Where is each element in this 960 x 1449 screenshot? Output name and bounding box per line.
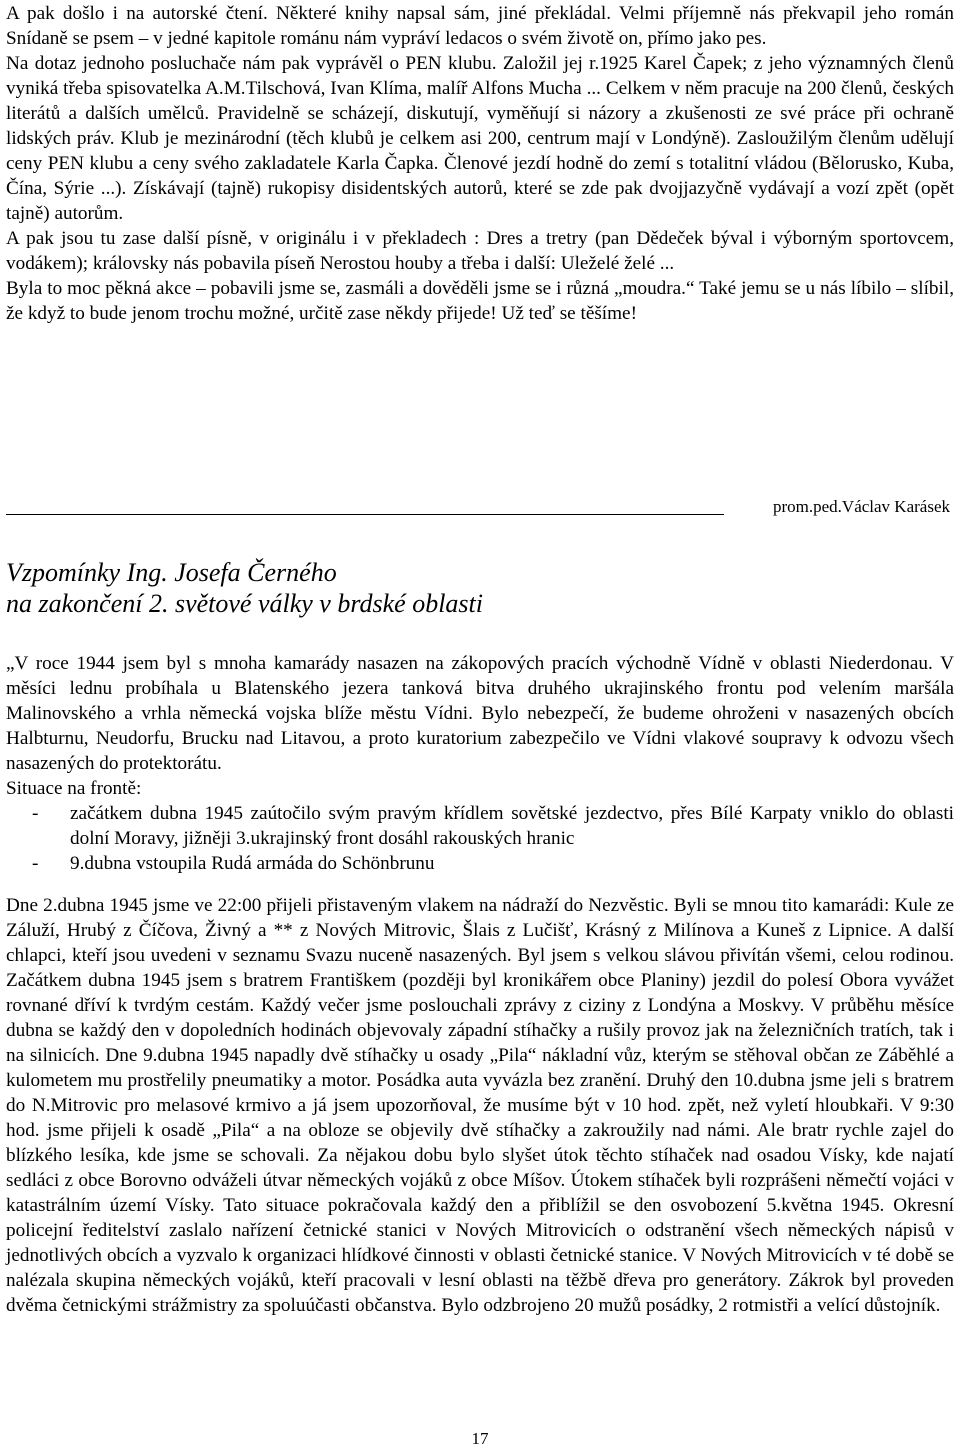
article-title bbox=[6, 557, 483, 619]
front-heading: Situace na frontě: bbox=[6, 778, 142, 799]
paragraph-songs: A pak jsou tu zase další písně, v originálu i v překladech : Dres a tretry (pan Dědeček býval i výborným sportovcem, vodákem); královsky nás pobavila píseň Nerostou houby a třeba i další: Uleželé želé ... bbox=[6, 228, 954, 274]
article-title-line-1: Vzpomínky Ing. Josefa Černého bbox=[6, 558, 337, 587]
paragraph-conclusion: Byla to moc pěkná akce – pobavili jsme se, zasmáli a dověděli jsme se i různá „moudra.“ Také jemu se u nás líbilo – slíbil, že když to bude jenom trochu možné, určitě zase někdy přijede! Už teď se těšíme! bbox=[6, 278, 954, 324]
list-marker: - bbox=[32, 853, 39, 874]
signature-line bbox=[6, 514, 724, 515]
list-marker: - bbox=[32, 803, 39, 824]
list-item bbox=[6, 801, 954, 851]
signature-row bbox=[6, 497, 954, 521]
list-item-text: 9.dubna vstoupila Rudá armáda do Schönbrunu bbox=[70, 853, 435, 874]
signature-author: prom.ped.Václav Karásek bbox=[772, 497, 950, 516]
list-item-text: začátkem dubna 1945 zaútočilo svým pravým křídlem sovětské jezdectvo, přes Bílé Karpaty vniklo do oblasti dolní Moravy, jižněji 3.ukrajinský front dosáhl rakouských hranic bbox=[70, 803, 954, 849]
paragraph-body: Dne 2.dubna 1945 jsme ve 22:00 přijeli přistaveným vlakem na nádraží do Nezvěstic. Byli se mnou tito kamarádi: Kule ze Záluží, Hrubý z Číčova, Živný a ** z Nových Mitrovic, Šlais z Lučišť, Krásný z Milínova a Kuneš z Lipnice. A další chlapci, kteří jsou uvedeni v seznamu Svazu nuceně nasazených. Byl jsem s velkou slávou přivítán všemi, celou rodinou. Začátkem dubna 1945 jsem s bratrem Františkem (později byl kronikářem obce Planiny) jezdil do polesí Obora vyvážet rovnané dříví k tvrdým cestám. Každý večer jsme poslouchali zprávy z ciziny z Londýna a Moskvy. V průběhu měsíce dubna se každý den v dopoledních hodinách objevovaly západní stíhačky a rušily provoz jak na železničních tratích, tak i na silnicích. Dne 9.dubna 1945 napadly dvě stíhačky u osady „Pila“ nákladní vůz, kterým se stěhoval občan ze Záběhlé a kulometem mu prostřelily pneumatiky a motor. Posádka auta vyvázla bez zranění. Druhý den 10.dubna jsme jeli s bratrem do N.Mitrovic pro melasové krmivo a já jsem upozorňoval, že musíme být v 10 hod. zpět, než vyletí hloubkaři. V 9:30 hod. jsme přijeli k osadě „Pila“ a na obloze se objevily dvě stíhačky a zakroužily nad námi. Ale bratr rychle zajel do blízkého lesíka, kde jsme se schovali. Za nějakou dobu bylo slyšet útok těchto stíhaček nad osadou Vísky, kde najatí sedláci z obce Borovno odváželi útvar německých vojáků z obce Míšov. Útokem stíhaček byli rozprášeni němečtí vojáci v katastrálním území Vísky. Tato situace pokračovala každý den a přiblížil se den osvobození 5.května 1945. Okresní policejní ředitelství zaslalo nařízení četnické stanici v Nových Mitrovicích o odstranění všech německých nápisů v jednotlivých obcích a vyzvalo k organizaci hlídkové činnosti v oblasti četnické stanice. V Nových Mitrovicích v té době se nalézala skupina německých vojáků, kteří pracovali v lesní oblasti na těžbě dřeva pro generátory. Zákrok byl proveden dvěma četnickými strážmistry za spoluúčasti občanstva. Bylo odzbrojeno 20 mužů posádky, 2 rotmistři a velící důstojník. bbox=[6, 895, 954, 1316]
paragraph-intro: „V roce 1944 jsem byl s mnoha kamarády nasazen na zákopových pracích východně Vídně v oblasti Niederdonau. V měsíci lednu probíhala u Blatenského jezera tanková bitva druhého ukrajinského frontu pod velením maršála Malinovského a vrhla německá vojska blíže městu Vídni. Bylo nebezpečí, že budeme ohroženi v nasazených obcích Halbturnu, Neudorfu, Brucku nad Litavou, a proto kuratorium zabezpečilo ve Vídni vlakové soupravy k odvozu všech nasazených do protektorátu. bbox=[6, 653, 954, 774]
paragraph-pen-club: Na dotaz jednoho posluchače nám pak vyprávěl o PEN klubu. Založil jej r.1925 Karel Čapek; z jeho významných členů vyniká třeba spisovatelka A.M.Tilschová, Ivan Klíma, malíř Alfons Mucha ... Celkem v něm pracuje na 200 členů, českých literátů a dalších umělců. Pravidelně se scházejí, diskutují, vyměňují si názory a zkušenosti ze své práce při ochraně lidských práv. Klub je mezinárodní (těch klubů je celkem asi 200, centrum mají v Londýně). Zasloužilým členům udělují ceny PEN klubu a ceny svého zakladatele Karla Čapka. Členové jezdí hodně do zemí s totalitní vládou (Bělorusko, Kuba, Čína, Sýrie ...). Získávají (tajně) rukopisy disidentských autorů, které se zde pak dvojjazyčně vydávají a vozí zpět (opět tajně) autorům. bbox=[6, 53, 954, 224]
page-number: 17 bbox=[471, 1429, 489, 1448]
list-item bbox=[6, 851, 954, 876]
article-intro-section bbox=[6, 651, 954, 876]
front-situation-list bbox=[6, 801, 954, 876]
article-closing-section bbox=[6, 1, 954, 326]
paragraph-reading: A pak došlo i na autorské čtení. Některé knihy napsal sám, jiné překládal. Velmi příjemně nás překvapil jeho román Snídaně se psem – v jedné kapitole románu nám vypráví ledacos o svém životě on, přímo jako pes. bbox=[6, 3, 954, 49]
article-title-line-2: na zakončení 2. světové války v brdské oblasti bbox=[6, 589, 483, 618]
article-body-section bbox=[6, 893, 954, 1318]
